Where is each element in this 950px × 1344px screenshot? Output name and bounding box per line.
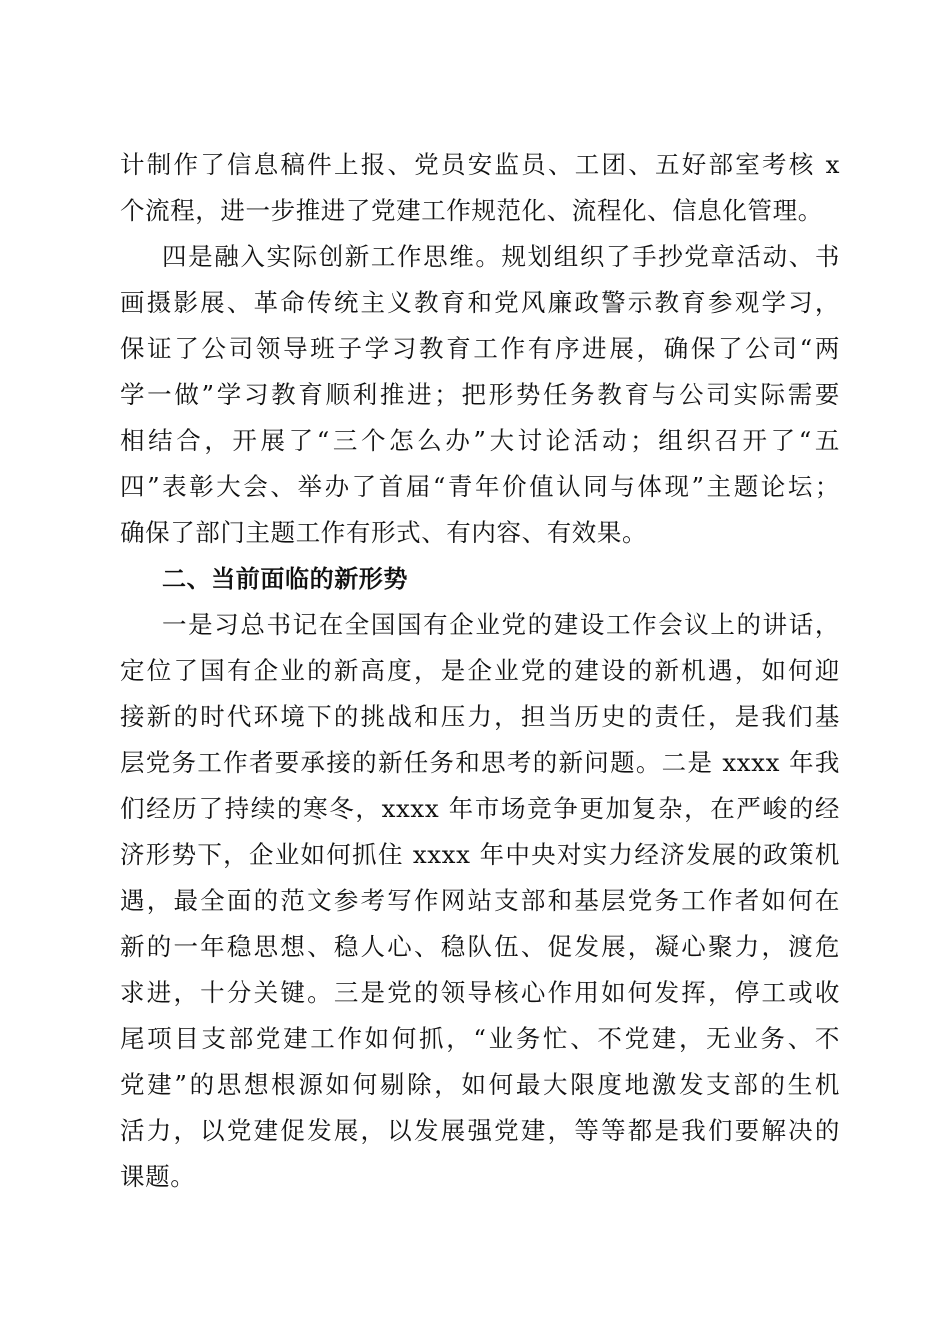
text-line: 党建”的思想根源如何剔除，如何最大限度地激发支部的生机 (120, 1070, 840, 1099)
text-line: 济形势下，企业如何抓住 xxxx 年中央对实力经济发展的政策机 (120, 840, 840, 869)
text-line: 定位了国有企业的新高度，是企业党的建设的新机遇，如何迎 (120, 656, 840, 685)
text-line: 相结合，开展了“三个怎么办”大讨论活动；组织召开了“五 (120, 426, 840, 455)
paragraph-innovation (120, 234, 840, 556)
text-line: 课题。 (120, 1162, 196, 1191)
text-line: 四是融入实际创新工作思维。规划组织了手抄党章活动、书 (162, 242, 840, 271)
text-line: 新的一年稳思想、稳人心、稳队伍、促发展，凝心聚力，渡危 (120, 932, 840, 961)
text-line: 层党务工作者要承接的新任务和思考的新问题。二是 xxxx 年我 (120, 748, 840, 777)
paragraph-process-management (120, 142, 840, 234)
text-line: 确保了部门主题工作有形式、有内容、有效果。 (120, 518, 648, 547)
text-line: 学一做”学习教育顺利推进；把形势任务教育与公司实际需要 (120, 380, 840, 409)
section-heading: 二、当前面临的新形势 (162, 565, 408, 593)
text-line: 遇，最全面的范文参考写作网站支部和基层党务工作者如何在 (120, 886, 840, 915)
text-line: 尾项目支部党建工作如何抓，“业务忙、不党建，无业务、不 (120, 1024, 840, 1053)
text-line: 四”表彰大会、举办了首届“青年价值认同与体现”主题论坛； (120, 472, 840, 501)
text-line: 一是习总书记在全国国有企业党的建设工作会议上的讲话， (162, 610, 840, 639)
text-line: 保证了公司领导班子学习教育工作有序进展，确保了公司“两 (120, 334, 840, 363)
text-line: 活力，以党建促发展，以发展强党建，等等都是我们要解决的 (120, 1116, 840, 1145)
document-body (120, 142, 840, 1200)
text-line: 画摄影展、革命传统主义教育和党风廉政警示教育参观学习， (120, 288, 840, 317)
text-line: 们经历了持续的寒冬，xxxx 年市场竞争更加复杂，在严峻的经 (120, 794, 840, 823)
text-line: 求进，十分关键。三是党的领导核心作用如何发挥，停工或收 (120, 978, 840, 1007)
text-line: 计制作了信息稿件上报、党员安监员、工团、五好部室考核 x (120, 150, 840, 179)
paragraph-new-situation (120, 602, 840, 1200)
text-line: 接新的时代环境下的挑战和压力，担当历史的责任，是我们基 (120, 702, 840, 731)
text-line: 个流程，进一步推进了党建工作规范化、流程化、信息化管理。 (120, 196, 823, 225)
